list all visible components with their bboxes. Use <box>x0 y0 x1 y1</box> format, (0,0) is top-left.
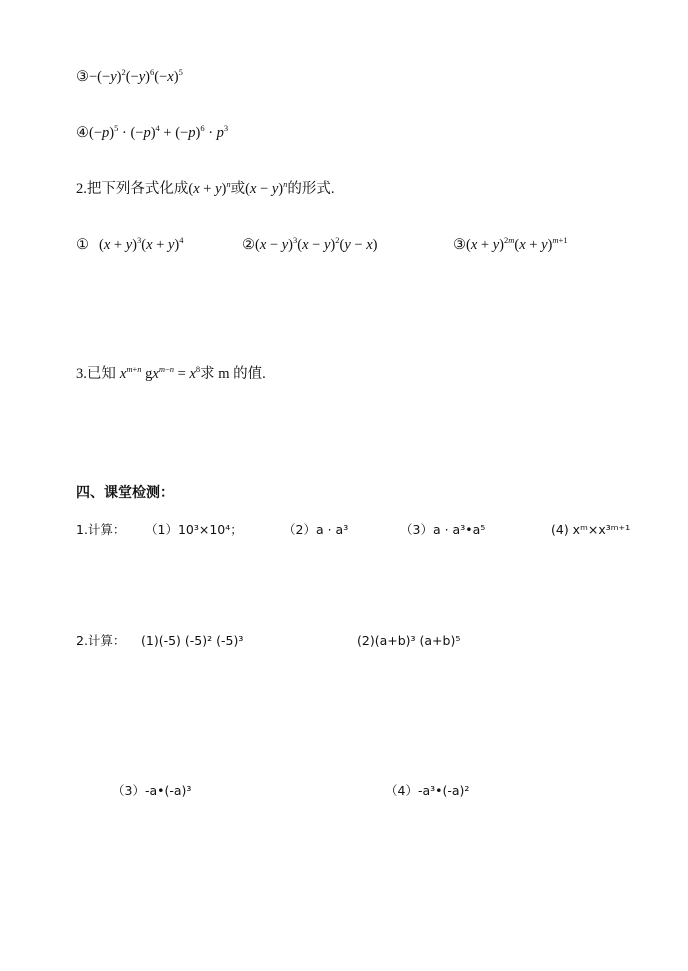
q2-part-1-expression: $(x + y)^3(x + y)^4$ <box>99 235 184 253</box>
section-4-heading: 四、课堂检测： <box>76 485 174 501</box>
section-4-q2-part-1: (1)(-5) (-5)² (-5)³ <box>141 633 244 648</box>
q2-part-2-marker: ② <box>242 237 255 253</box>
question-2-part-3 <box>453 236 568 254</box>
question-2-prompt <box>76 180 335 198</box>
item-3-expression: $-(-y)^2(-y)^6(-x)^5$ <box>89 67 183 85</box>
question-3-number: 3. <box>76 366 87 382</box>
exercise-item-3 <box>76 68 183 86</box>
section-4-q1-part-3: （3）a · a³•a⁵ <box>400 522 486 537</box>
section-4-question-1-label: 1.计算： <box>76 522 126 537</box>
item-4-expression: $(-p)^5 \cdot (-p)^4 + (-p)^6 \cdot p^3$ <box>89 123 229 141</box>
q2-part-3-expression: $(x + y)^{2m}(x + y)^{m+1}$ <box>466 235 568 253</box>
question-3-prompt <box>76 365 266 383</box>
item-4-marker: ④ <box>76 125 89 141</box>
q2-part-2-expression: $(x - y)^3(x - y)^2(y - x)$ <box>255 235 378 253</box>
question-2-part-1 <box>76 236 184 254</box>
question-2-text-a: 把下列各式化成 <box>86 181 189 197</box>
exercise-item-4 <box>76 124 228 142</box>
section-4-q1-part-2: （2）a · a³ <box>283 522 349 537</box>
question-3-text-a: 已知 <box>86 366 116 382</box>
section-4-q1-part-4: (4) xᵐ×x³ᵐ⁺¹ <box>551 522 631 537</box>
question-2-text-c: 的形式. <box>287 181 335 197</box>
question-2-text-b: 或 <box>230 181 246 197</box>
q2-part-3-marker: ③ <box>453 237 466 253</box>
question-2-number: 2. <box>76 181 87 197</box>
section-4-q2-part-3: （3）-a•(-a)³ <box>112 783 192 798</box>
question-3-expression: $x^{m+n}$ $gx^{m-n} = x^8$ <box>119 364 201 382</box>
question-2-part-2 <box>242 236 378 254</box>
question-2-form-sum: $(x + y)^n$ <box>188 179 231 197</box>
item-3-marker: ③ <box>76 69 89 85</box>
section-4-q1-part-1: （1）10³×10⁴； <box>145 522 243 537</box>
question-3-text-b: 求 m 的值. <box>200 366 266 382</box>
question-2-form-diff: $(x - y)^n$ <box>245 179 288 197</box>
q2-part-1-marker: ① <box>76 237 89 253</box>
section-4-q2-part-2: (2)(a+b)³ (a+b)⁵ <box>357 633 461 648</box>
section-4-question-2-label: 2.计算： <box>76 633 126 648</box>
section-4-q2-part-4: （4）-a³•(-a)² <box>385 783 470 798</box>
